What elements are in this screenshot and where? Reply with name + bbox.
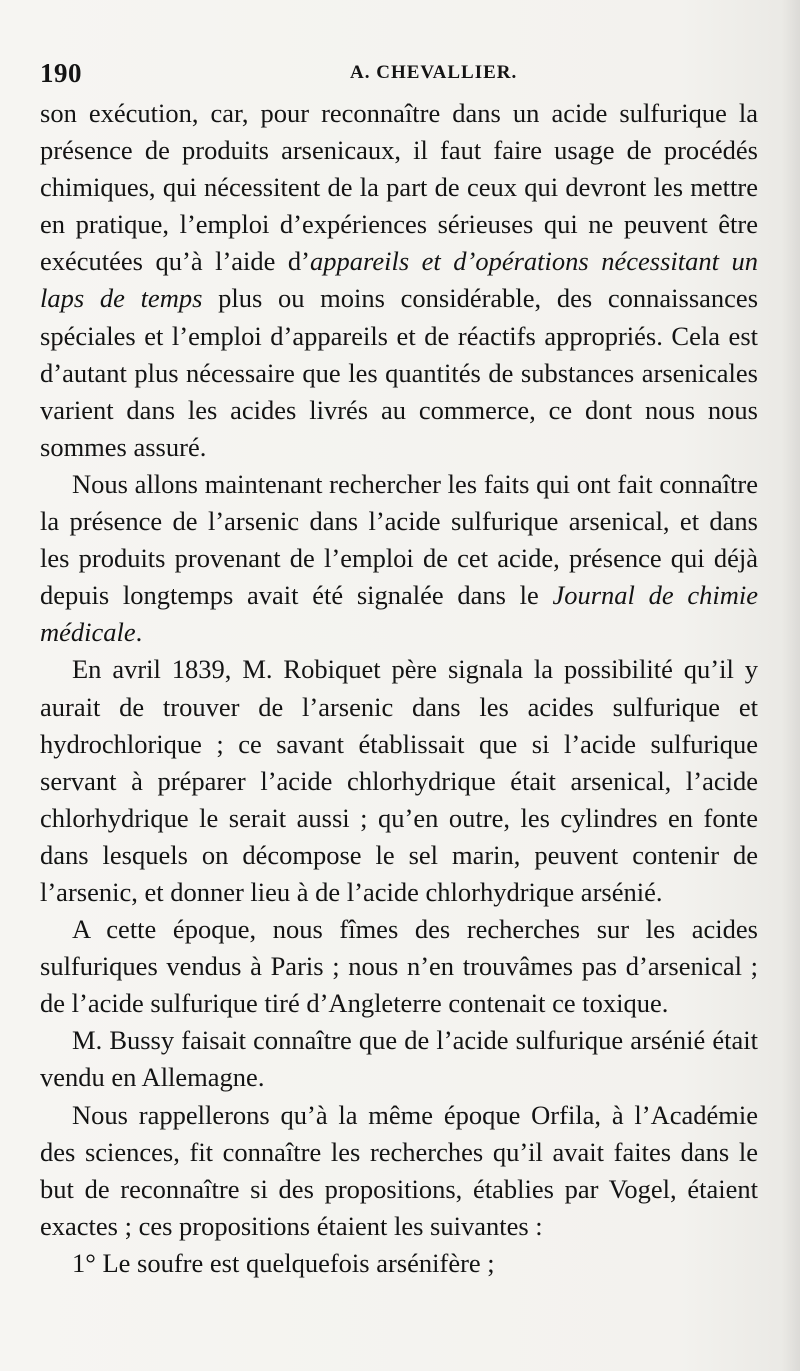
paragraph (40, 1022, 758, 1096)
paragraph (40, 95, 758, 466)
paragraph (40, 651, 758, 911)
text-segment: En avril 1839, M. Robiquet père signala la possibilité qu’il y aurait de trouver de l’arsenic dans les acides sulfurique et hydrochlorique ; ce savant établissait que si l’acide sulfurique servant à préparer l’acide chlorhydrique était arsenical, l’acide chlorhydrique le serait aussi ; qu’en outre, les cylindres en fonte dans lesquels on décompose le sel marin, peuvent contenir de l’arsenic, et donner lieu à de l’acide chlorhydrique arsénié. (40, 654, 758, 907)
body-text (40, 95, 758, 1282)
text-segment: A cette époque, nous fîmes des recherches sur les acides sulfuriques vendus à Paris ; nous n’en trouvâmes pas d’arsenical ; de l’acide sulfurique tiré d’Angleterre contenait ce toxique. (40, 914, 758, 1019)
text-segment: 1° Le soufre est quelquefois arsénifère ; (72, 1247, 495, 1278)
text-segment: . (135, 617, 143, 648)
paragraph (40, 1097, 758, 1245)
paragraph (40, 911, 758, 1022)
text-segment: Nous allons maintenant rechercher les faits qui ont fait connaître la présence de l’arsenic dans l’acide sulfurique arsenical, et dans les produits provenant de l’emploi de cet acide, présence qui déjà depuis longtemps avait été signalée dans le (40, 468, 758, 611)
text-segment: plus ou moins considérable, des connaissances spéciales et l’emploi d’appareils et de réactifs appropriés. Cela est d’autant plus nécessaire que les quantités de substances arsenicales varient dans les acides livrés au commerce, ce dont nous nous sommes assuré. (40, 283, 759, 462)
running-head: A. CHEVALLIER. (350, 62, 518, 83)
text-segment: Nous rappellerons qu’à la même époque Orfila, à l’Académie des sciences, fit connaître les recherches qu’il avait faites dans le but de reconnaître si des propositions, établies par Vogel, étaient exactes ; ces propositions étaient les suivantes : (40, 1099, 758, 1241)
italic-text-segment: Journal de chimie médicale (40, 580, 758, 648)
paragraph (40, 466, 758, 651)
italic-text-segment: appareils et d’opérations nécessitant un laps de temps (40, 246, 758, 314)
page-header (40, 58, 760, 90)
paragraph (40, 1245, 758, 1282)
page-number: 190 (40, 58, 82, 88)
page-edge-shadow (782, 0, 800, 1371)
text-segment: M. Bussy faisait connaître que de l’acide sulfurique arsénié était vendu en Allemagne. (40, 1025, 758, 1093)
text-segment: son exécution, car, pour reconnaître dans un acide sulfurique la présence de produits arsenicaux, il faut faire usage de procédés chimiques, qui nécessitent de la part de ceux qui devront les mettre en pratique, l’emploi d’expériences sérieuses qui ne peuvent être exécutées qu’à l’aide d’ (40, 98, 758, 277)
